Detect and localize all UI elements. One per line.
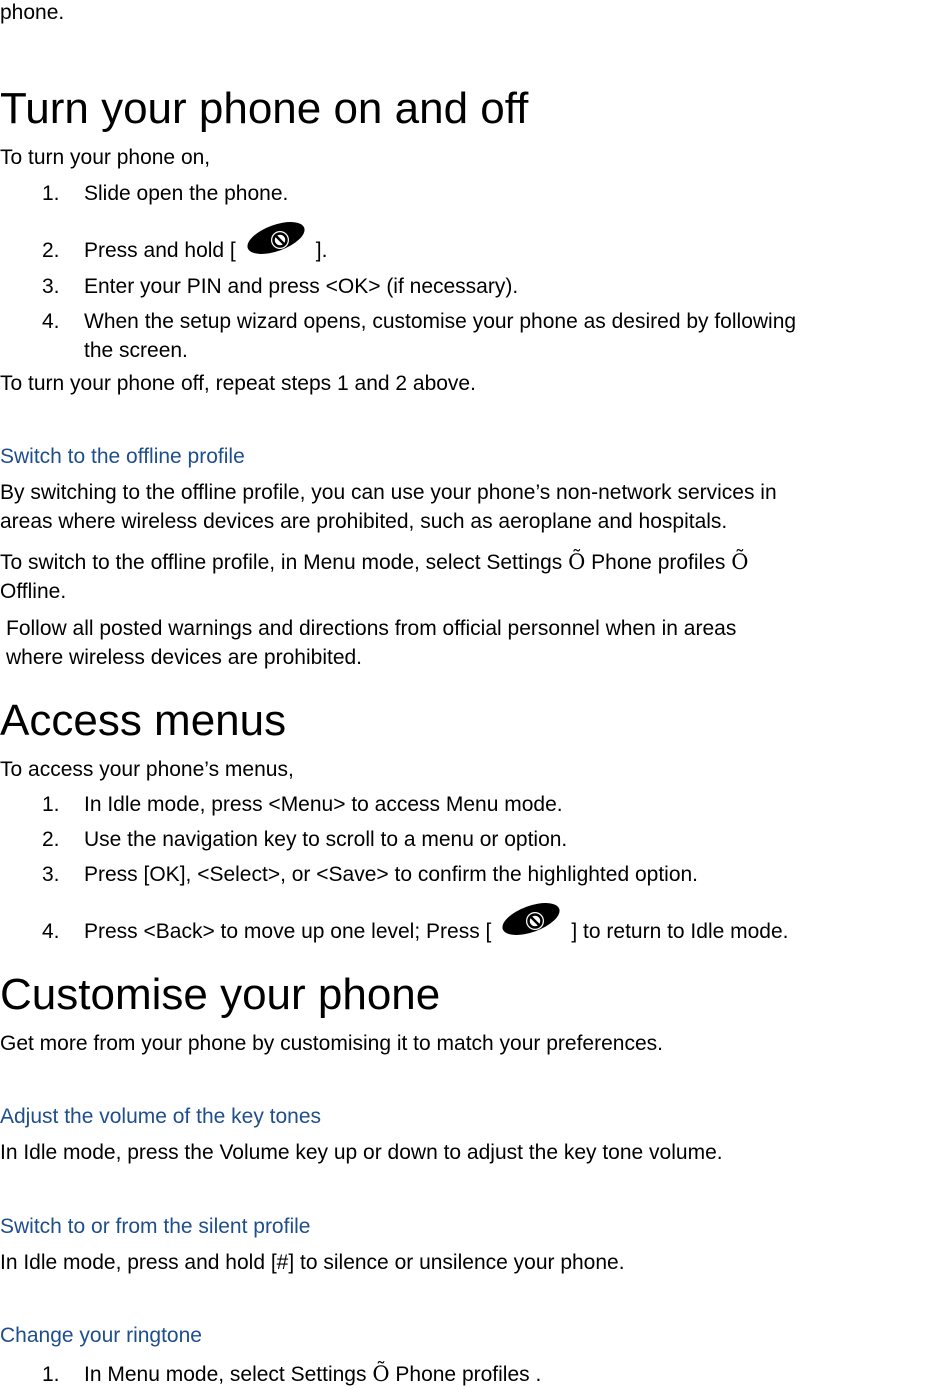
step-number: 1. [42, 793, 60, 816]
ringtone-step-part1: In Menu mode, select Settings [84, 1363, 373, 1386]
heading-power: Turn your phone on and off [0, 84, 529, 133]
heading-customise: Customise your phone [0, 970, 441, 1019]
heading-volume: Adjust the volume of the key tones [0, 1105, 322, 1128]
step-text: Enter your PIN and press <OK> (if necessary). [84, 275, 519, 298]
intro-tail-text: phone. [0, 1, 65, 24]
customise-intro: Get more from your phone by customising it to match your preferences. [0, 1032, 663, 1055]
end-call-key-icon [240, 218, 312, 258]
offline-para2-line2: Offline. [0, 580, 67, 603]
step-number: 3. [42, 275, 60, 298]
ringtone-step-part2: Phone profiles . [389, 1363, 542, 1386]
step-number: 2. [42, 828, 60, 851]
step-number: 4. [42, 310, 60, 333]
warning-note-line2: where wireless devices are prohibited. [6, 646, 363, 669]
offline-para2-line1 [0, 548, 748, 577]
step-number: 4. [42, 920, 60, 943]
step-number: 3. [42, 863, 60, 886]
menu-arrow-icon: Õ [568, 550, 586, 574]
warning-note-line1: Follow all posted warnings and directions from official personnel when in areas [6, 617, 737, 640]
step-number: 2. [42, 239, 60, 262]
offline-para2-part1: To switch to the offline profile, in Menu mode, select Settings [0, 551, 569, 574]
heading-ringtone: Change your ringtone [0, 1324, 202, 1347]
step-text: Press [OK], <Select>, or <Save> to confirm the highlighted option. [84, 863, 699, 886]
step-text-before: Press <Back> to move up one level; Press [ [84, 920, 492, 943]
offline-para2-part2: Phone profiles [585, 551, 732, 574]
heading-menus: Access menus [0, 696, 287, 745]
heading-silent: Switch to or from the silent profile [0, 1215, 311, 1238]
volume-text: In Idle mode, press the Volume key up or down to adjust the key tone volume. [0, 1141, 723, 1164]
step-text: In Idle mode, press <Menu> to access Menu mode. [84, 793, 563, 816]
step-text: Slide open the phone. [84, 182, 289, 205]
step-text-before: Press and hold [ [84, 239, 236, 262]
step-text [84, 236, 327, 265]
silent-text: In Idle mode, press and hold [#] to silence or unsilence your phone. [0, 1251, 625, 1274]
power-intro: To turn your phone on, [0, 146, 211, 169]
heading-offline: Switch to the offline profile [0, 445, 245, 468]
menu-arrow-icon: Õ [731, 550, 749, 574]
step-text: Use the navigation key to scroll to a menu or option. [84, 828, 568, 851]
offline-para1-line2: areas where wireless devices are prohibited, such as aeroplane and hospitals. [0, 510, 728, 533]
step-number: 1. [42, 182, 60, 205]
step-text [84, 917, 789, 946]
end-call-key-icon [495, 899, 567, 939]
step-text-continued: the screen. [84, 339, 188, 362]
step-text-after: ]. [315, 239, 328, 262]
step-number: 1. [42, 1363, 60, 1386]
step-text [84, 1360, 541, 1389]
power-outro: To turn your phone off, repeat steps 1 and 2 above. [0, 372, 476, 395]
offline-para1-line1: By switching to the offline profile, you can use your phone’s non-network services in [0, 481, 777, 504]
menu-arrow-icon: Õ [372, 1362, 390, 1386]
step-text-after: ] to return to Idle mode. [571, 920, 789, 943]
menus-intro: To access your phone’s menus, [0, 758, 294, 781]
step-text: When the setup wizard opens, customise your phone as desired by following [84, 310, 797, 333]
